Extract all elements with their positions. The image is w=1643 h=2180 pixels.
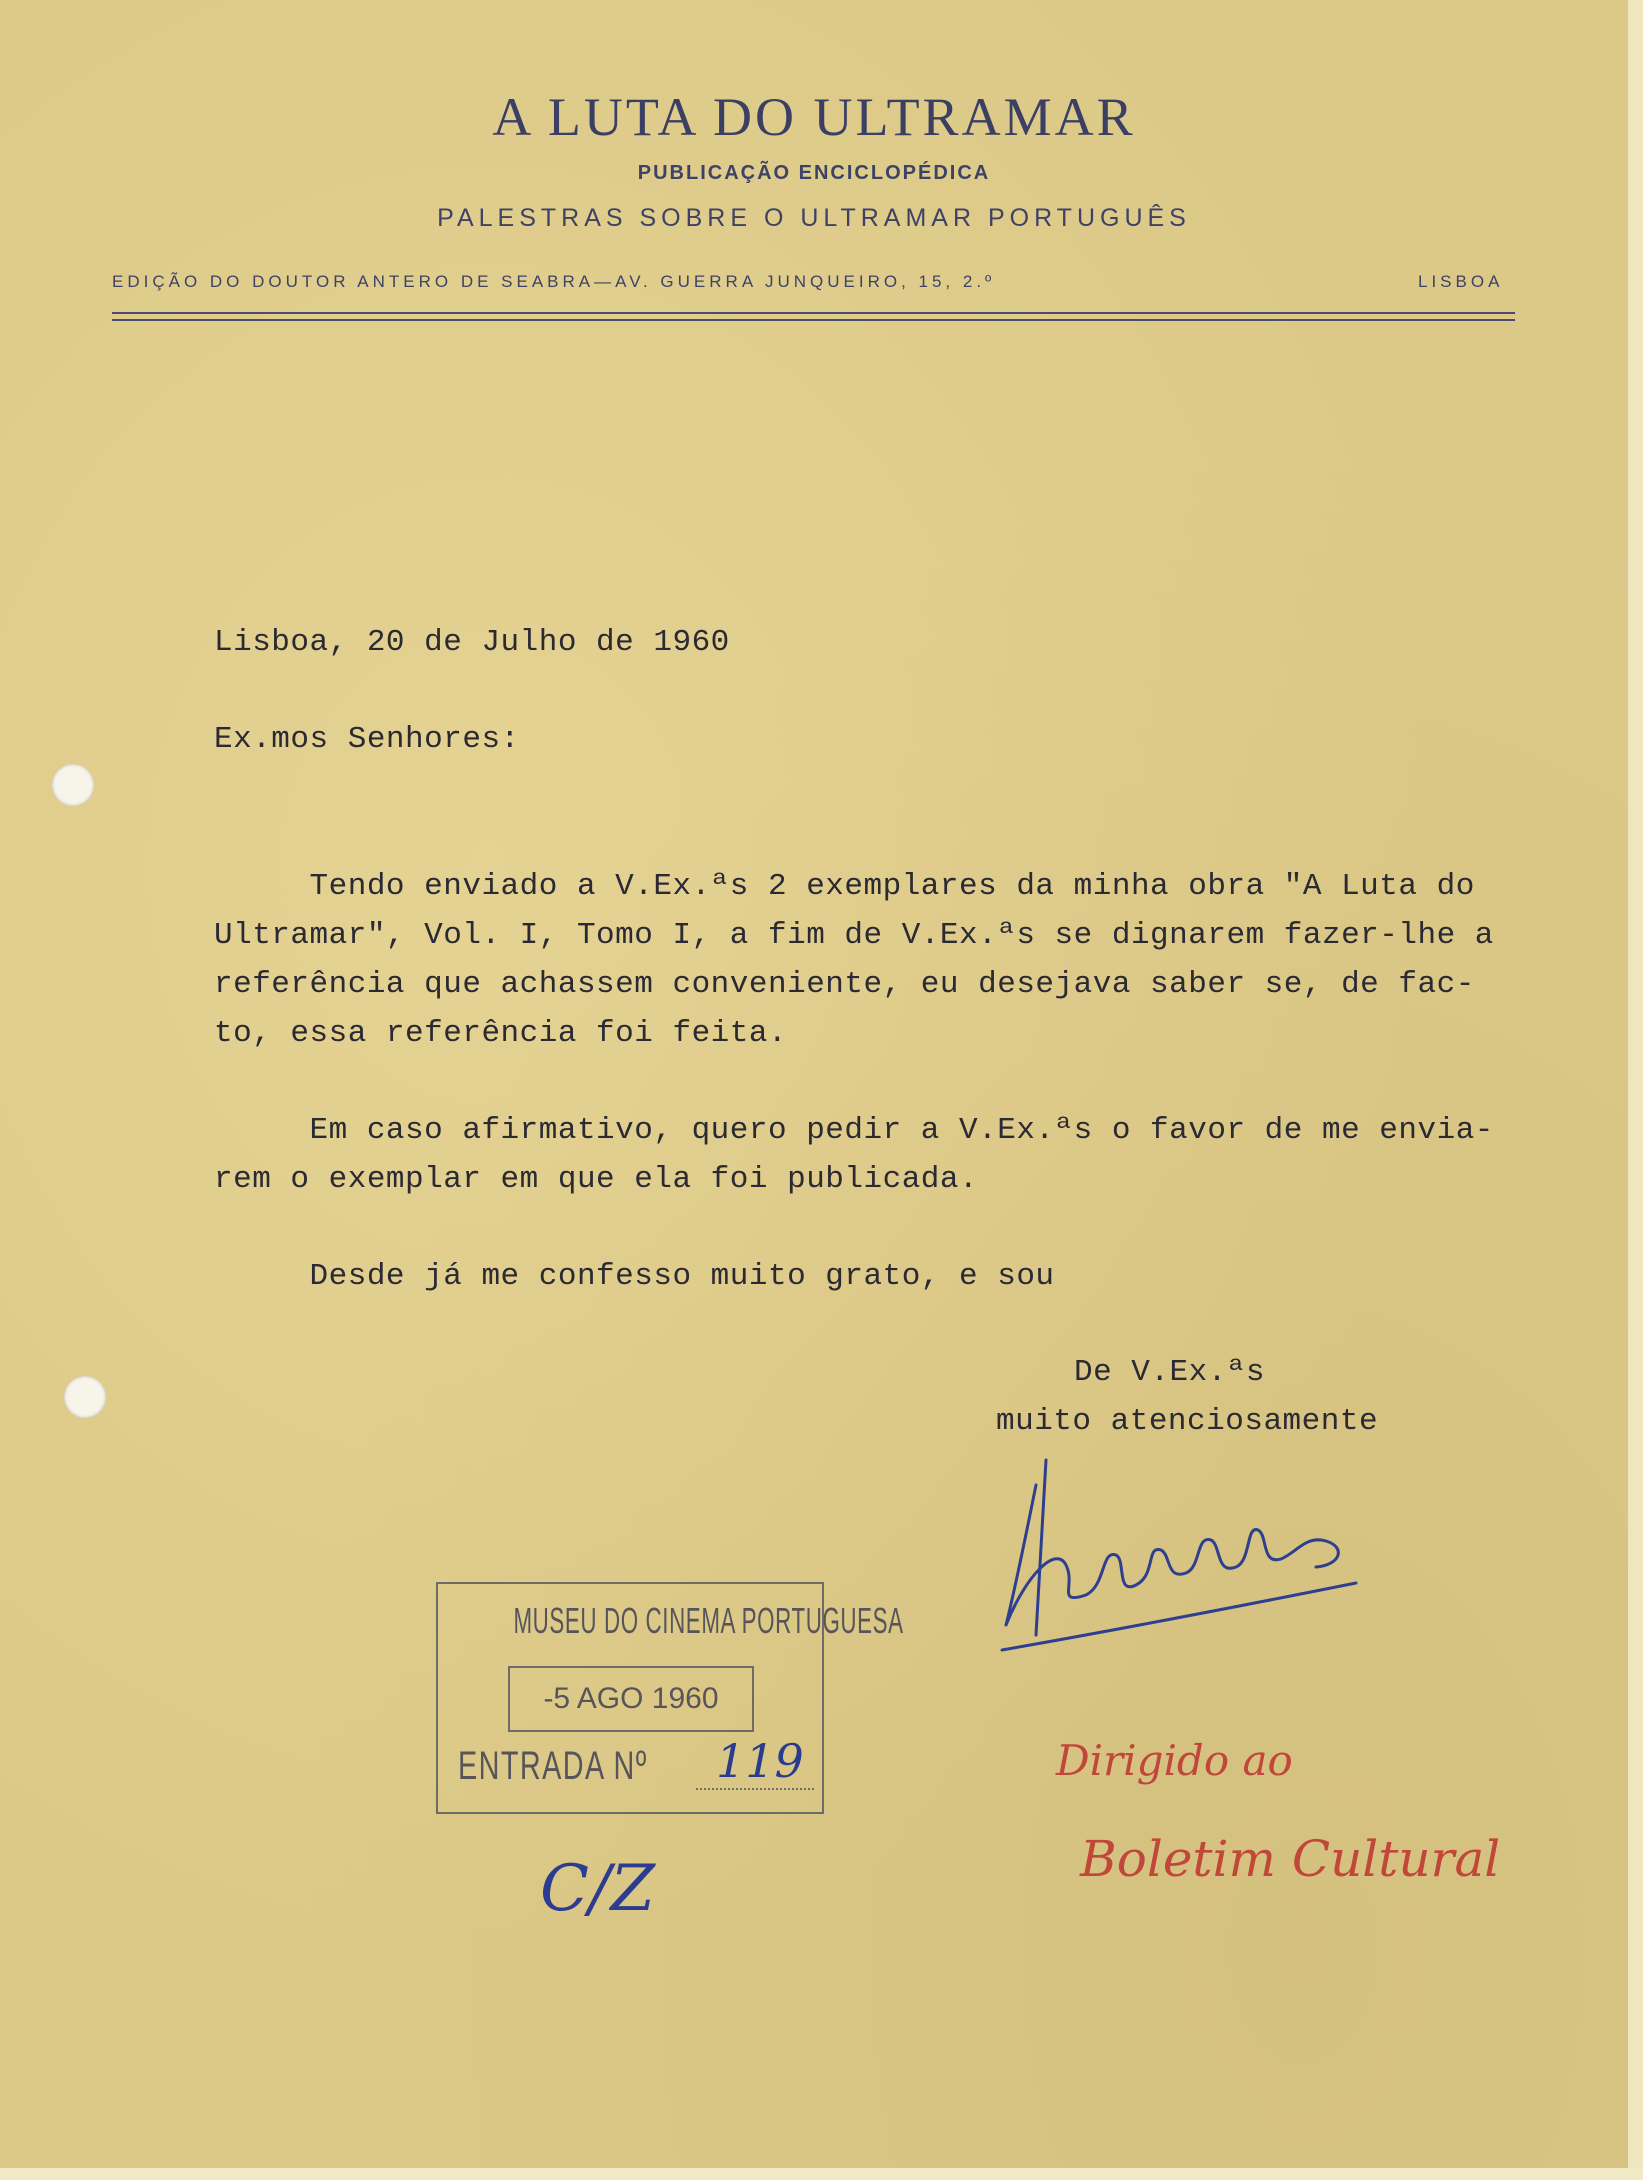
receipt-stamp	[436, 1582, 904, 1814]
letterhead-city: LISBOA	[1418, 272, 1504, 291]
paragraph-1-line: Tendo enviado a V.Ex.ªs 2 exemplares da minha obra "A Luta do	[214, 869, 1475, 904]
punch-hole-bottom	[64, 1376, 106, 1418]
stamp-entry-number: 119	[716, 1734, 804, 1788]
letterhead-subtitle: PUBLICAÇÃO ENCICLOPÉDICA	[637, 162, 991, 184]
letterhead-rule-bottom	[112, 319, 1515, 321]
stamp-header: MUSEU DO CINEMA PORTUGUESA	[513, 1600, 904, 1641]
stamp-dotted-line	[696, 1788, 814, 1790]
scan-edge-bottom	[0, 2168, 1643, 2180]
letter-salutation: Ex.mos Senhores:	[214, 722, 520, 757]
letterhead-title: A LUTA DO ULTRAMAR	[492, 87, 1136, 147]
letter-paragraph-3: Desde já me confesso muito grato, e sou	[214, 1259, 1055, 1294]
paragraph-2-line: rem o exemplar em que ela foi publicada.	[214, 1162, 979, 1197]
letter-paragraph-1	[214, 862, 1494, 1058]
letter-paragraph-2	[214, 1106, 1494, 1204]
paragraph-1-line: Ultramar", Vol. I, Tomo I, a fim de V.Ex.ªs se dignarem fazer-lhe a	[214, 918, 1494, 953]
red-handwritten-note-line-1: Dirigido ao	[1056, 1736, 1293, 1785]
blue-handwritten-note: C/Z	[540, 1852, 655, 1926]
signature	[996, 1455, 1386, 1670]
letterhead-address: EDIÇÃO DO DOUTOR ANTERO DE SEABRA—AV. GUERRA JUNQUEIRO, 15, 2.º	[112, 272, 996, 291]
letter-closing-line-2: muito atenciosamente	[996, 1404, 1379, 1439]
paragraph-2-line: Em caso afirmativo, quero pedir a V.Ex.ªs o favor de me envia-	[214, 1113, 1494, 1148]
stamp-entry-label: ENTRADA Nº	[458, 1744, 648, 1788]
punch-hole-top	[52, 764, 94, 806]
scan-edge-right	[1628, 0, 1643, 2180]
paragraph-1-line: referência que achassem conveniente, eu desejava saber se, de fac-	[214, 967, 1475, 1002]
paragraph-1-line: to, essa referência foi feita.	[214, 1016, 788, 1051]
stamp-date: -5 AGO 1960	[508, 1666, 754, 1732]
letterhead-rule-top	[112, 312, 1515, 314]
letterhead-tagline: PALESTRAS SOBRE O ULTRAMAR PORTUGUÊS	[437, 204, 1191, 232]
letter-date: Lisboa, 20 de Julho de 1960	[214, 625, 730, 660]
red-handwritten-note-line-2: Boletim Cultural	[1080, 1830, 1501, 1888]
letter-closing-line-1: De V.Ex.ªs	[1074, 1355, 1266, 1390]
